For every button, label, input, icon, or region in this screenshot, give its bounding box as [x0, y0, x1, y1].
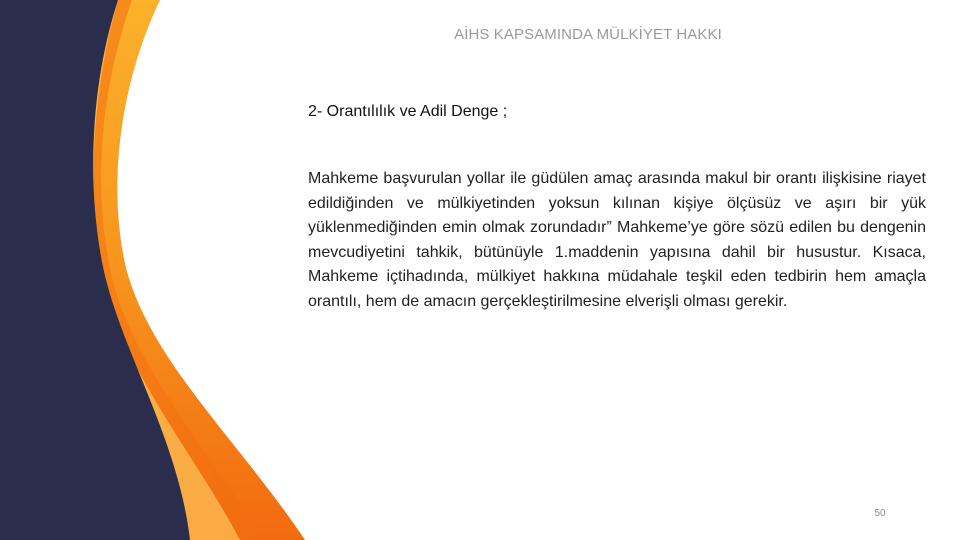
navy-wave-shape [0, 0, 190, 540]
decorative-wave-graphic [0, 0, 320, 540]
page-number: 50 [874, 508, 886, 519]
header-title: AİHS KAPSAMINDA MÜLKİYET HAKKI [454, 26, 722, 43]
body-paragraph: Mahkeme başvurulan yollar ile güdülen amaç arasında makul bir orantı ilişkisine riayet edildiğinden ve mülkiyetinden yoksun kılınan kişiye ölçüsüz ve aşırı bir yük yüklenmediğinden emin olmak zorundadır” Mahkeme’ye göre sözü edilen bu dengenin mevcudiyetini tahkik, bütünüyle 1.maddenin yapısına dahil bir husustur. Kısaca, Mahkeme içtihadında, mülkiyet hakkına müdahale teşkil eden tedbirin hem amaçla orantılı, hem de amacın gerçekleştirilmesine elverişli olması gerekir. [308, 170, 926, 310]
section-subtitle: 2- Orantılılık ve Adil Denge ; [308, 103, 508, 120]
